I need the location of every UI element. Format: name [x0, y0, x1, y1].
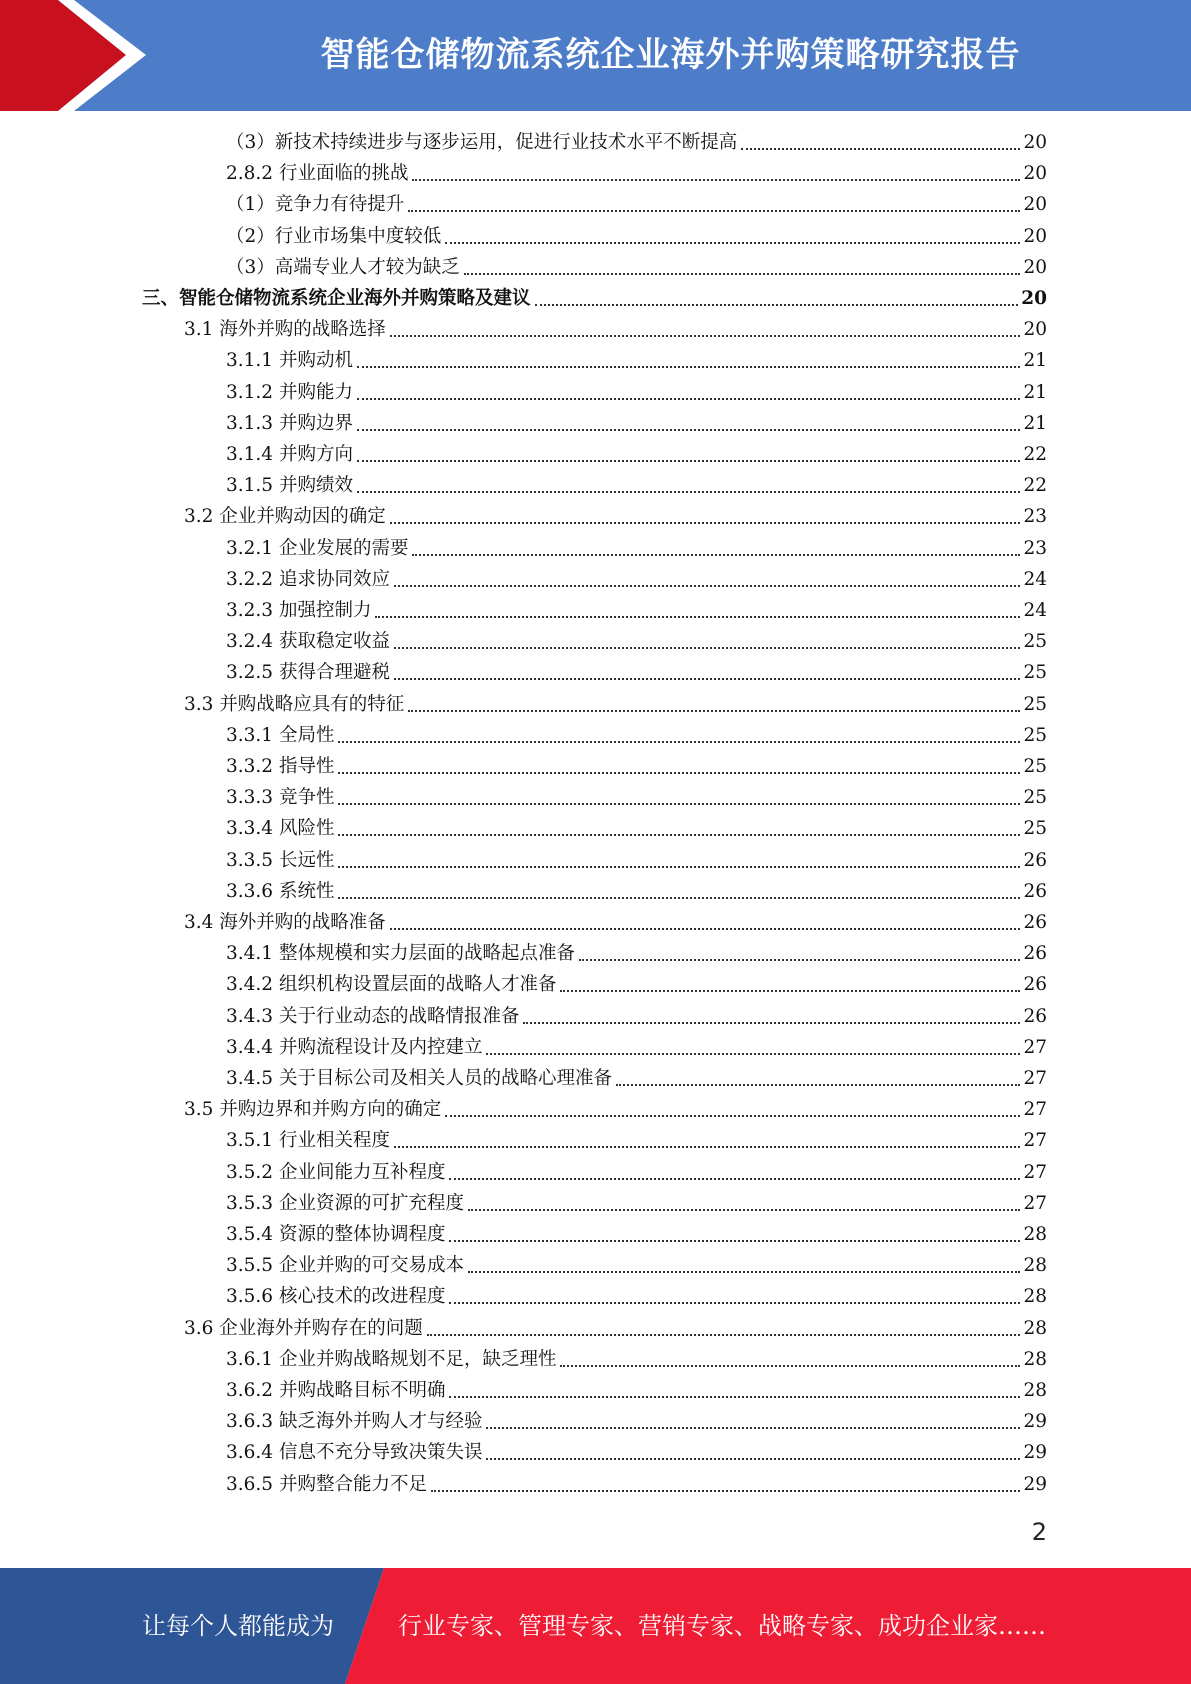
toc-entry-page: 25 [1023, 662, 1047, 684]
toc-entry[interactable] [226, 813, 1047, 844]
toc-entry-label: 3.4.4 并购流程设计及内控建立 [226, 1036, 483, 1058]
toc-entry-label: 3.1.3 并购边界 [226, 412, 353, 434]
toc-dot-leader [394, 1146, 1020, 1148]
toc-entry-label: 3.3.4 风险性 [226, 818, 335, 840]
toc-entry-label: 3.6.2 并购战略目标不明确 [226, 1380, 446, 1401]
toc-entry-page: 25 [1023, 631, 1047, 653]
toc-entry-page: 28 [1023, 1224, 1047, 1245]
toc-entry[interactable] [184, 689, 1047, 720]
toc-entry[interactable] [226, 657, 1047, 688]
toc-dot-leader [338, 866, 1020, 868]
toc-entry[interactable] [226, 1344, 1047, 1375]
toc-dot-leader [338, 834, 1020, 836]
toc-entry-label: 3.3 并购战略应具有的特征 [184, 693, 405, 715]
toc-entry[interactable] [226, 876, 1047, 907]
toc-entry-label: 3.5.1 行业相关程度 [226, 1130, 390, 1152]
page-number: 2 [1031, 1518, 1047, 1546]
toc-dot-leader [394, 585, 1020, 587]
toc-entry-page: 27 [1023, 1130, 1047, 1152]
toc-dot-leader [579, 959, 1020, 961]
toc-entry-label: 3.2.3 加强控制力 [226, 600, 372, 621]
toc-entry[interactable] [226, 439, 1047, 470]
footer-slogan-right: 行业专家、管理专家、营销专家、战略专家、成功企业家…… [398, 1612, 1046, 1640]
toc-entry[interactable] [184, 314, 1047, 345]
toc-entry[interactable] [226, 595, 1047, 626]
toc-entry-label: 3.3.1 全局性 [226, 724, 335, 746]
page-header [0, 0, 1191, 111]
toc-entry-label: 3.5.3 企业资源的可扩充程度 [226, 1192, 464, 1214]
toc-entry-label: 2.8.2 行业面临的挑战 [226, 163, 409, 185]
toc-entry[interactable] [226, 564, 1047, 595]
toc-dot-leader [445, 242, 1020, 244]
toc-entry-label: 3.6 企业海外并购存在的问题 [184, 1317, 423, 1339]
toc-entry-label: 3.6.5 并购整合能力不足 [226, 1473, 427, 1495]
toc-entry-page: 25 [1023, 724, 1047, 746]
toc-entry-page: 25 [1023, 756, 1047, 777]
toc-entry[interactable] [226, 1188, 1047, 1219]
page-footer [0, 1568, 1191, 1684]
toc-entry-label: 3.3.5 长远性 [226, 849, 335, 871]
toc-entry[interactable] [226, 1437, 1047, 1468]
toc-entry-label: 3.1.2 并购能力 [226, 381, 353, 403]
toc-entry-page: 26 [1023, 943, 1047, 965]
toc-dot-leader [560, 990, 1020, 992]
toc-entry[interactable] [142, 283, 1047, 314]
toc-entry[interactable] [226, 189, 1047, 220]
toc-entry[interactable] [226, 782, 1047, 813]
toc-entry-page: 27 [1023, 1192, 1047, 1214]
toc-entry-page: 27 [1023, 1036, 1047, 1058]
toc-entry-page: 29 [1023, 1442, 1047, 1464]
toc-entry[interactable] [226, 345, 1047, 376]
toc-entry[interactable] [226, 969, 1047, 1000]
toc-entry-page: 26 [1023, 912, 1047, 933]
toc-entry-label: （3）高端专业人才较为缺乏 [226, 256, 460, 278]
toc-entry-label: 3.5.2 企业间能力互补程度 [226, 1161, 446, 1183]
toc-entry[interactable] [226, 1001, 1047, 1032]
toc-entry[interactable] [184, 907, 1047, 938]
toc-entry[interactable] [226, 1219, 1047, 1250]
toc-entry-label: 3.5.6 核心技术的改进程度 [226, 1286, 446, 1308]
toc-dot-leader [357, 491, 1021, 493]
toc-entry-page: 27 [1023, 1099, 1047, 1121]
toc-dot-leader [338, 772, 1020, 774]
toc-dot-leader [394, 678, 1020, 680]
toc-dot-leader [357, 429, 1021, 431]
toc-entry[interactable] [226, 221, 1047, 252]
toc-entry-page: 25 [1023, 693, 1047, 715]
toc-entry-label: 3.5.5 企业并购的可交易成本 [226, 1255, 464, 1277]
toc-entry[interactable] [226, 1375, 1047, 1406]
toc-dot-leader [486, 1458, 1020, 1460]
toc-dot-leader [338, 741, 1020, 743]
toc-dot-leader [431, 1490, 1020, 1492]
toc-dot-leader [338, 897, 1020, 899]
toc-entry[interactable] [226, 377, 1047, 408]
toc-entry-page: 28 [1023, 1317, 1047, 1339]
toc-entry-label: （3）新技术持续进步与逐步运用，促进行业技术水平不断提高 [226, 132, 738, 153]
toc-entry-label: 3.6.4 信息不充分导致决策失误 [226, 1442, 483, 1464]
toc-entry[interactable] [226, 1157, 1047, 1188]
toc-entry-page: 20 [1023, 256, 1047, 278]
toc-entry-page: 22 [1023, 444, 1047, 465]
toc-entry-page: 27 [1023, 1068, 1047, 1089]
toc-entry-label: 3.1 海外并购的战略选择 [184, 319, 386, 341]
toc-entry-label: 3.6.3 缺乏海外并购人才与经验 [226, 1411, 483, 1433]
toc-entry-label: 3.6.1 企业并购战略规划不足，缺乏理性 [226, 1348, 557, 1370]
toc-entry-page: 29 [1023, 1473, 1047, 1495]
toc-entry-label: 3.2.5 获得合理避税 [226, 662, 390, 684]
toc-dot-leader [408, 710, 1020, 712]
toc-dot-leader [535, 304, 1019, 306]
toc-entry-page: 28 [1023, 1380, 1047, 1401]
toc-entry-label: 3.5.4 资源的整体协调程度 [226, 1224, 446, 1245]
toc-entry-label: 3.3.2 指导性 [226, 756, 335, 777]
toc-dot-leader [390, 335, 1021, 337]
toc-entry-label: 3.2 企业并购动因的确定 [184, 506, 386, 528]
toc-entry[interactable] [184, 501, 1047, 532]
toc-entry-label: 3.3.6 系统性 [226, 880, 335, 902]
toc-dot-leader [464, 273, 1021, 275]
toc-entry-page: 29 [1023, 1411, 1047, 1433]
toc-entry[interactable] [226, 720, 1047, 751]
toc-dot-leader [486, 1053, 1020, 1055]
toc-dot-leader [741, 148, 1020, 150]
toc-entry[interactable] [226, 751, 1047, 782]
toc-entry[interactable] [226, 1250, 1047, 1281]
toc-entry-page: 21 [1023, 381, 1047, 403]
toc-entry-page: 24 [1023, 568, 1047, 590]
toc-entry-page: 27 [1023, 1161, 1047, 1183]
toc-entry-label: 3.3.3 竞争性 [226, 787, 335, 809]
toc-entry-page: 23 [1023, 506, 1047, 528]
toc-entry-page: 25 [1023, 818, 1047, 840]
toc-dot-leader [560, 1365, 1020, 1367]
toc-dot-leader [486, 1427, 1020, 1429]
toc-entry[interactable] [184, 1094, 1047, 1125]
toc-entry-label: 3.5 并购边界和并购方向的确定 [184, 1099, 442, 1121]
toc-entry-page: 26 [1023, 849, 1047, 871]
toc-entry-page: 24 [1023, 600, 1047, 621]
toc-entry-page: 20 [1023, 163, 1047, 185]
toc-entry[interactable] [226, 1032, 1047, 1063]
toc-entry-label: 3.1.1 并购动机 [226, 350, 353, 372]
toc-entry[interactable] [226, 1406, 1047, 1437]
toc-entry[interactable] [226, 1281, 1047, 1312]
toc-entry-page: 20 [1023, 319, 1047, 341]
toc-entry-page: 20 [1023, 132, 1047, 153]
toc-dot-leader [412, 179, 1020, 181]
toc-dot-leader [616, 1084, 1020, 1086]
toc-dot-leader [445, 1115, 1020, 1117]
toc-entry-label: 3.1.5 并购绩效 [226, 475, 353, 497]
toc-entry-page: 20 [1023, 194, 1047, 216]
toc-entry-page: 28 [1023, 1255, 1047, 1277]
toc-entry-label: 3.1.4 并购方向 [226, 444, 353, 465]
toc-entry[interactable] [226, 626, 1047, 657]
toc-entry-label: （1）竞争力有待提升 [226, 194, 405, 216]
toc-dot-leader [357, 366, 1021, 368]
toc-entry[interactable] [226, 1469, 1047, 1500]
toc-entry-label: 3.4.2 组织机构设置层面的战略人才准备 [226, 974, 557, 996]
toc-entry-page: 23 [1023, 537, 1047, 559]
toc-dot-leader [390, 522, 1021, 524]
toc-dot-leader [412, 554, 1020, 556]
toc-dot-leader [449, 1178, 1020, 1180]
toc-dot-leader [394, 647, 1020, 649]
toc-dot-leader [375, 616, 1020, 618]
toc-entry-label: 3.4.3 关于行业动态的战略情报准备 [226, 1005, 520, 1027]
toc-dot-leader [357, 398, 1021, 400]
toc-dot-leader [427, 1334, 1021, 1336]
toc-entry-page: 22 [1023, 475, 1047, 497]
toc-entry-page: 25 [1023, 787, 1047, 809]
toc-dot-leader [357, 460, 1021, 462]
toc-dot-leader [449, 1396, 1020, 1398]
toc-entry-page: 28 [1023, 1286, 1047, 1308]
toc-entry[interactable] [226, 470, 1047, 501]
toc-dot-leader [408, 210, 1020, 212]
toc-dot-leader [449, 1240, 1020, 1242]
toc-entry-page: 26 [1023, 974, 1047, 996]
toc-entry[interactable] [226, 533, 1047, 564]
toc-entry[interactable] [226, 158, 1047, 189]
toc-entry-label: 3.4.5 关于目标公司及相关人员的战略心理准备 [226, 1068, 612, 1089]
toc-entry-label: 3.2.4 获取稳定收益 [226, 631, 390, 653]
toc-entry-label: 3.4.1 整体规模和实力层面的战略起点准备 [226, 943, 575, 965]
toc-entry-page: 21 [1023, 350, 1047, 372]
report-title: 智能仓储物流系统企业海外并购策略研究报告 [320, 35, 1021, 75]
toc-entry-page: 28 [1023, 1348, 1047, 1370]
toc-entry-page: 26 [1023, 1005, 1047, 1027]
toc-entry[interactable] [226, 408, 1047, 439]
toc-dot-leader [449, 1302, 1020, 1304]
footer-slogan-left: 让每个人都能成为 [142, 1612, 334, 1640]
toc-entry[interactable] [226, 938, 1047, 969]
toc-dot-leader [468, 1271, 1020, 1273]
toc-dot-leader [523, 1022, 1020, 1024]
toc-entry-label: 3.2.1 企业发展的需要 [226, 537, 409, 559]
toc-entry-page: 20 [1023, 225, 1047, 247]
toc-dot-leader [338, 803, 1020, 805]
toc-entry[interactable] [184, 1313, 1047, 1344]
toc-entry[interactable] [226, 1125, 1047, 1156]
toc-entry-label: 三、智能仓储物流系统企业海外并购策略及建议 [142, 288, 531, 309]
toc-entry[interactable] [226, 252, 1047, 283]
toc-entry[interactable] [226, 127, 1047, 158]
toc-dot-leader [468, 1209, 1020, 1211]
toc-entry-page: 20 [1021, 288, 1047, 309]
toc-entry[interactable] [226, 845, 1047, 876]
toc-entry[interactable] [226, 1063, 1047, 1094]
toc-entry-label: 3.4 海外并购的战略准备 [184, 912, 386, 933]
toc-dot-leader [390, 928, 1021, 930]
toc-entry-page: 21 [1023, 412, 1047, 434]
toc-entry-label: 3.2.2 追求协同效应 [226, 568, 390, 590]
toc-entry-page: 26 [1023, 880, 1047, 902]
toc-entry-label: （2）行业市场集中度较低 [226, 225, 442, 247]
